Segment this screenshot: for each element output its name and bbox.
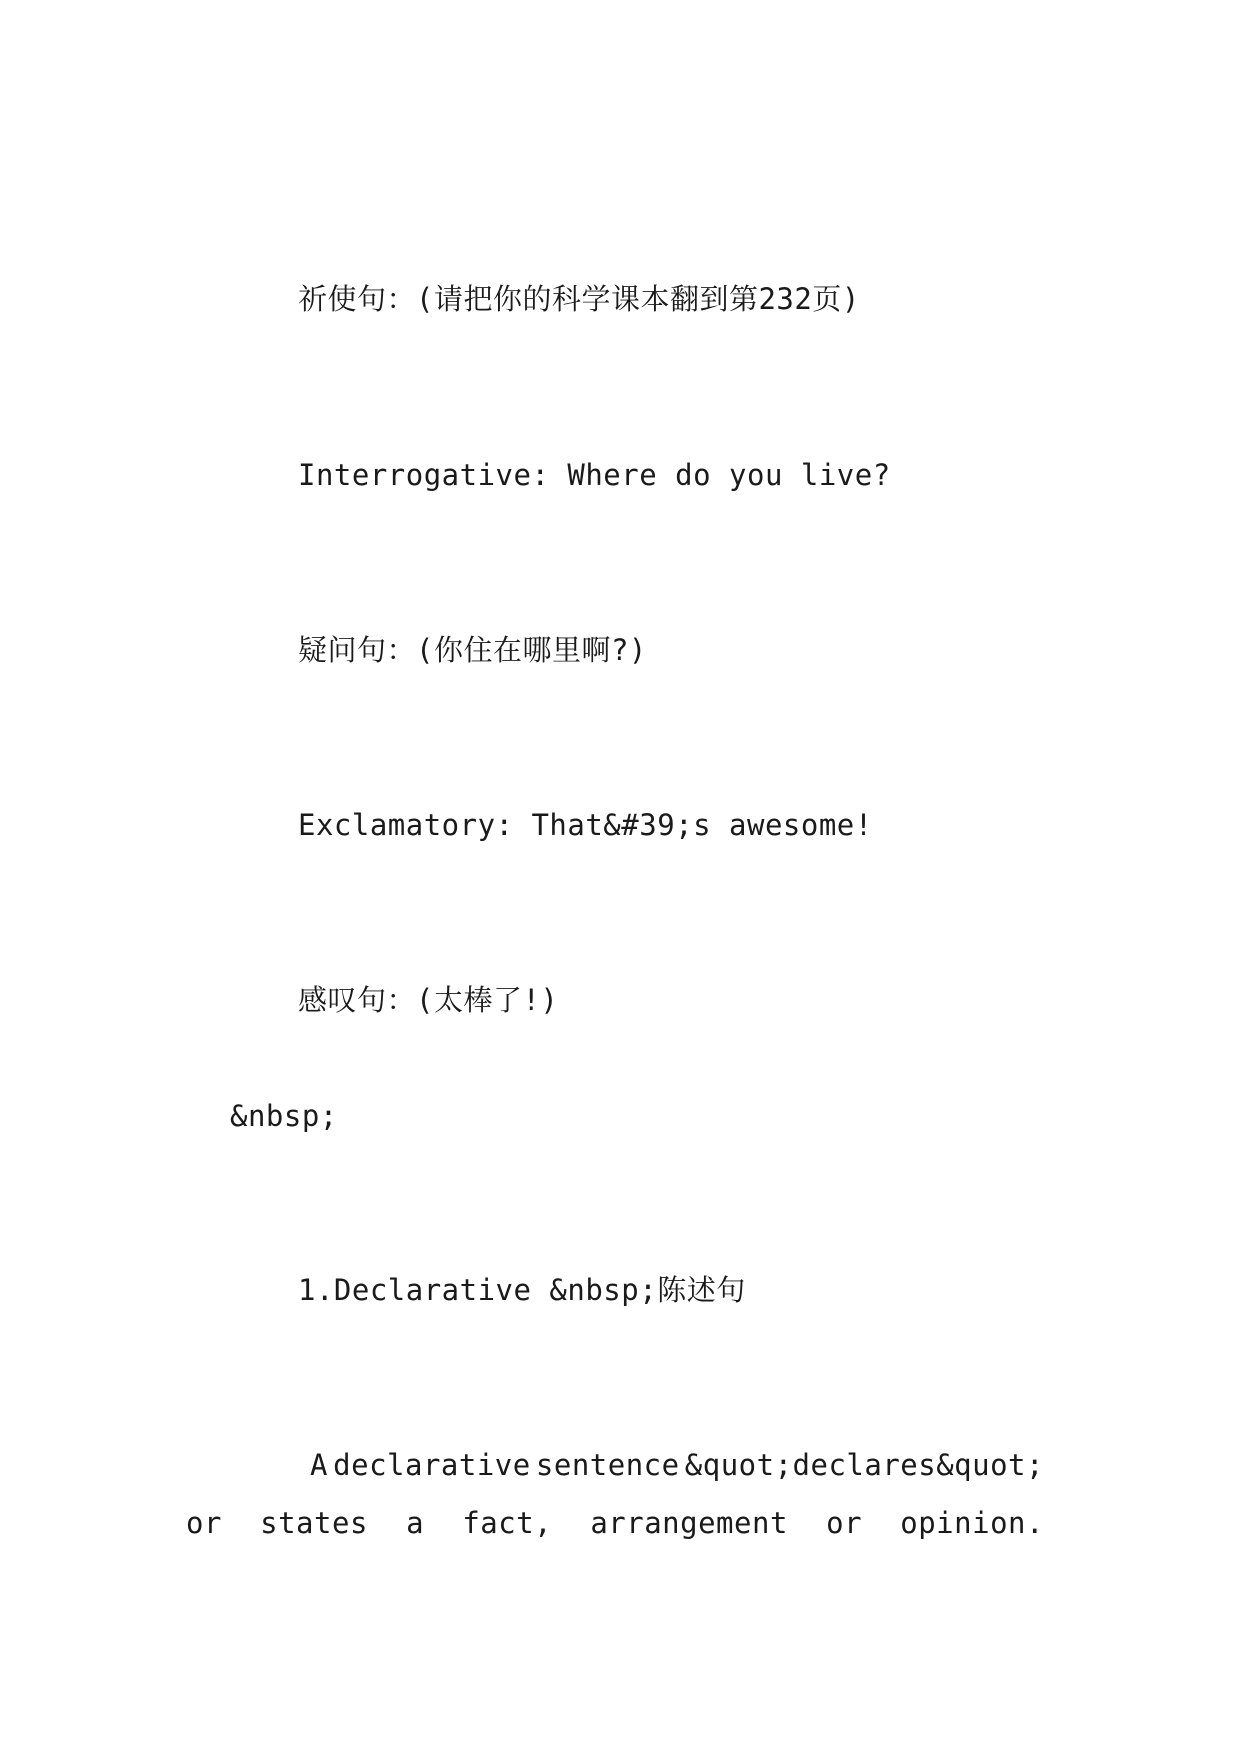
paragraph-line-1 — [186, 1445, 1044, 1485]
paragraph-word: or — [186, 1506, 222, 1540]
paragraph-word: states — [260, 1506, 368, 1540]
paragraph-word: A — [310, 1448, 328, 1482]
exclamatory-translation-line: 感叹句：(太棒了!) — [298, 983, 559, 1017]
paragraph-line-2 — [186, 1503, 1044, 1543]
section-heading-declarative: 1.Declarative &nbsp;陈述句 — [298, 1273, 746, 1307]
paragraph-word: fact, — [462, 1506, 553, 1540]
paragraph-word: declarative — [333, 1448, 531, 1482]
interrogative-example-line: Interrogative: Where do you live? — [298, 458, 891, 492]
paragraph-word: arrangement — [590, 1506, 788, 1540]
exclamatory-example-line: Exclamatory: That&#39;s awesome! — [298, 808, 873, 842]
nbsp-entity-line: &nbsp; — [230, 1099, 338, 1133]
paragraph-word: or — [826, 1506, 863, 1540]
paragraph-word: &quot;declares&quot; — [684, 1448, 1044, 1482]
paragraph-word: opinion. — [900, 1506, 1044, 1540]
paragraph-word: sentence — [535, 1448, 680, 1482]
interrogative-translation-line: 疑问句：(你住在哪里啊?) — [298, 633, 647, 667]
imperative-translation-line: 祈使句：(请把你的科学课本翻到第232页) — [298, 282, 860, 316]
paragraph-word: a — [406, 1506, 425, 1540]
